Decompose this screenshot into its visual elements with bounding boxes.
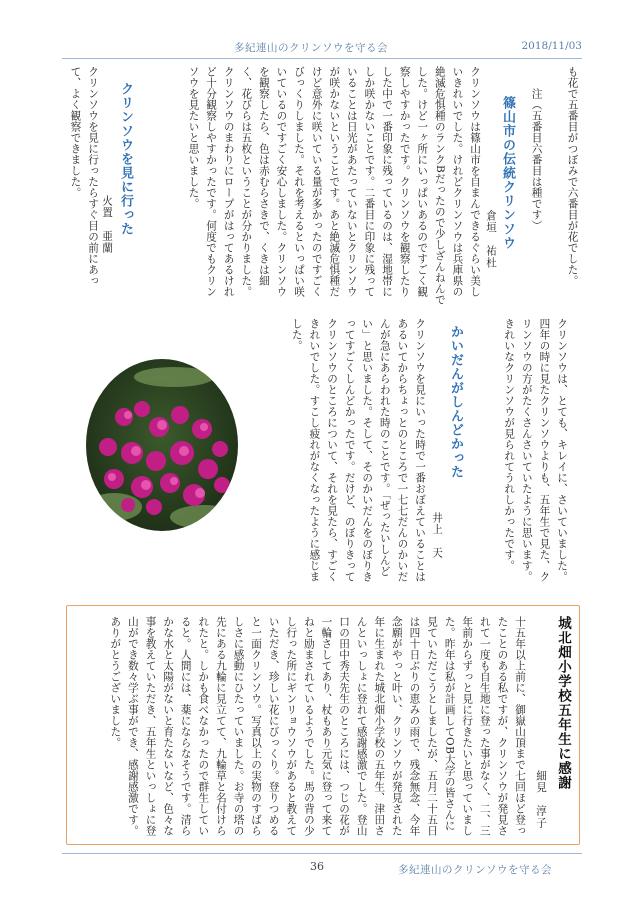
sasayama-author: 倉垣 祐杜 (485, 210, 497, 269)
top-right-body: クリンソウは、とても、キレイに、さいていました。四年の時に見たクリンソウよりも、五年生で見た、クリンソウの方がたくさんさいていたように思います。きれいなクリンソウが見られてうれしかったです。 (503, 318, 568, 582)
flower-photo (84, 357, 240, 533)
page-number: 36 (310, 860, 324, 873)
kaidan-author: 井上 天 (431, 512, 443, 560)
mita-author: 火置 亜蘭 (101, 195, 113, 254)
header-title: 多紀連山のクリンソウを守る会 (234, 42, 388, 54)
sasayama-heading: 篠山市の伝統クリンソウ (500, 96, 515, 250)
sasayama-body: クリンソウは篠山市を自まんできるぐらい美しいきれいでした。けれどクリンソウは兵庫県の絶滅危惧種のランクBだったので少しざんねんでした。けど一ヶ所にいっぱいあるのですごく観察しやすかったです。クリンソウを観察したりした中で一番印象に残っているのは、湿地帯にしか咲かないことです。二番目に印象に残っていることは日光があたっていないとクリンソウが咲かないということです。あと絶滅危惧種だけど意外に咲いている量が多かったのですごくびっくりしました。それを考えるといっぱい咲いているのですごく安心しました。クリンソウを観察したら、色は赤むらさきで、くきは細く、花びらは五枚ということが分かりました。クリンソウのまわりにロープがはってあるけれど十分観察しやすかったです。何度でもクリンソウを見たいと思いました。 (187, 66, 481, 306)
header-date: 2018/11/03 (521, 40, 582, 52)
page-header (62, 40, 582, 60)
footer-rule (62, 853, 582, 854)
mita-body: クリンソウを見に行ったらすぐ目の前にあって、よく観察できました。 (69, 66, 99, 286)
kitahata-author: 細見 淳子 (535, 770, 547, 829)
header-rule (62, 58, 582, 59)
continuation-line-1: も花で五番目がつぼみで六番目が花でした。 (566, 66, 579, 286)
kaidan-heading: かいだんがしんどかった (448, 325, 463, 479)
footer-title: 多紀連山のクリンソウを守る会 (398, 864, 552, 876)
mita-heading: クリンソウを見に行った (118, 82, 133, 236)
continuation-note: 注（五番目六番目は種です） (530, 88, 543, 231)
kaidan-body: クリンソウを見にいった時で一番おぼえていることはあるいてからちょっとのところで一七七だんのかいだんが急にあらわれた時のことです。「ぜったいしんどい」と思いました。そして、そのかいだんをのぼりきってすごくしんどかったです。だけど、のぼりきってクリンソウのところについて、それを見たら、すごくきれいでした。すこし疲れがなくなったように感じました。 (290, 318, 426, 582)
kitahata-body: 十五年以上前に、御嶽山頂まで七回ほど登ったことのある私ですが、クリンソウが発見されて一度も自生地に登った事がなく、二、三年前からずっと見に行きたいと思っていました。昨年は私が計画してOB大学の皆さんに見ていただこうとしましたが、五月二十五日は四十日ぶりの恵みの雨で、残念無念、今年念願がやっと叶い、クリンソウが発見された年に生まれた城北畑小学校の五年生、津田さんといっしょに登れて感謝感激でした。登山口の田中秀夫先生のところには、つじの花が一輪さしてあり、杖もあり元気に登って来てねと励まされているようでした。馬の背の少し行った所にギンリョウソウがあると教えていただき、珍しい花にびっくり。登りつめると一面クリンソウ。写真以上の実物のすばらしさに感動にひたっていました。お寺の塔の先にある九輪に見立てて、九輪草と名付けられたと。しかも食べなかったので群生していると。人間には、薬にならなそうです。清らかな水と太陽がないと育たないなど、色々な事を教えていただき、五年生といっしょに登山ができ数々学ぶ事ができ、感謝感激です。ありがとうございました。 (109, 616, 526, 836)
kitahata-heading: 城北畑小学校五年生に感謝 (555, 616, 571, 790)
